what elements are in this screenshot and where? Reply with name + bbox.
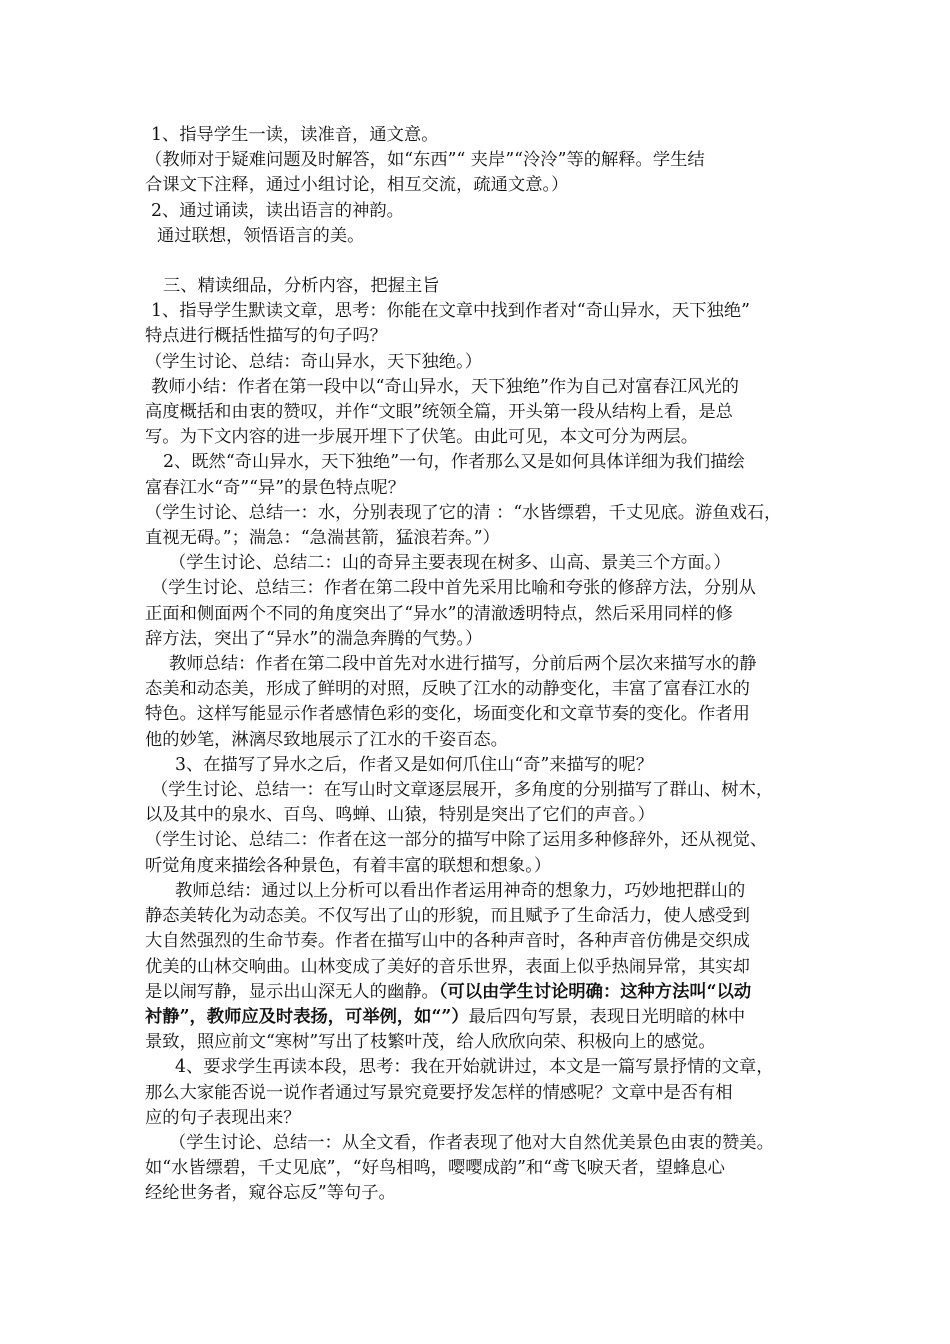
text-line: 特点进行概括性描写的句子吗？ [145,326,387,347]
text-line: （学生讨论、总结一：从全文看，作者表现了他对大自然优美景色由衷的赞美。 [169,1132,774,1153]
text-line: 3、在描写了异水之后，作者又是如何爪住山“奇”来描写的呢？ [175,754,653,775]
text-line: 应的句子表现出来？ [145,1107,301,1128]
text-line: 态美和动态美，形成了鲜明的对照，反映了江水的动静变化，丰富了富春江水的 [145,679,750,700]
text-line: （学生讨论、总结三：作者在第二段中首先采用比喻和夸张的修辞方法，分别从 [151,578,756,599]
text-line: （学生讨论、总结二：山的奇异主要表现在树多、山高、景美三个方面。） [169,553,731,574]
text-line: （教师对于疑难问题及时解答，如“东西”“ 夹岸”“泠泠”等的解释。学生结 [145,150,705,171]
text-line: （学生讨论、总结一：在写山时文章逐层展开，多角度的分别描写了群山、树木， [151,780,774,801]
text-line: 听觉角度来描绘各种景色，有着丰富的联想和想象。） [145,855,552,876]
text-line: 直视无碍。”；湍急：“急湍甚箭，猛浪若奔。”） [145,528,500,549]
text-line: 景致，照应前文“寒树”写出了枝繁叶茂，给人欣欣向荣、积极向上的感觉。 [145,1032,716,1053]
bold-note: 衬静”，教师应及时表扬，可举例，如“”） [145,1006,469,1027]
plain-text: 最后四句写景，表现日光明暗的林中 [468,1006,746,1027]
text-line: 合课文下注释，通过小组讨论，相互交流，疏通文意。） [145,175,569,196]
text-line [145,1005,820,1030]
text-line: （学生讨论、总结二：作者在这一部分的描写中除了运用多种修辞外，还从视觉、 [145,830,768,851]
text-line: 2、通过诵读，读出语言的神韵。 [151,200,404,221]
text-line: 辞方法，突出了“异水”的湍急奔腾的气势。） [145,628,483,649]
bold-note: （可以由学生讨论明确：这种方法叫“以动 [438,981,752,1002]
text-line: （学生讨论、总结一：水，分别表现了它的清 ：“水皆缥碧，千丈见底。游鱼戏石， [145,502,782,523]
text-line: 富春江水“奇”“异”的景色特点呢？ [145,477,405,498]
text-line: 教师总结：通过以上分析可以看出作者运用神奇的想象力，巧妙地把群山的 [175,880,746,901]
text-line: 教师总结：作者在第二段中首先对水进行描写，分前后两个层次来描写水的静 [169,654,757,675]
text-line: （学生讨论、总结：奇山异水，天下独绝。） [145,351,482,372]
text-line: 静态美转化为动态美。不仅写出了山的形貌，而且赋予了生命活力，使人感受到 [145,906,750,927]
text-line: 高度概括和由衷的赞叹，并作“文眼”统领全篇，开头第一段从结构上看，是总 [145,402,733,423]
text-line: 那么大家能否说一说作者通过写景究竟要抒发怎样的情感呢？文章中是否有相 [145,1082,733,1103]
text-line: 优美的山林交响曲。山林变成了美好的音乐世界，表面上似乎热闹异常，其实却 [145,956,750,977]
text-line: 特色。这样写能显示作者感情色彩的变化，场面变化和文章节奏的变化。作者用 [145,704,750,725]
text-line [145,980,820,1005]
text-line: 1、指导学生默读文章，思考：你能在文章中找到作者对“奇山异水，天下独绝” [151,301,750,322]
text-line: 写。为下文内容的进一步展开埋下了伏笔。由此可见，本文可分为两层。 [145,427,699,448]
text-line: 大自然强烈的生命节奏。作者在描写山中的各种声音时，各种声音仿佛是交织成 [145,931,750,952]
text-line: 正面和侧面两个不同的角度突出了“异水”的清澈透明特点，然后采用同样的修 [145,603,733,624]
plain-text: 是以闹写静，显示出山深无人的幽静。 [145,981,439,1002]
blank-line [145,249,820,274]
text-line: 如“水皆缥碧，千丈见底”，“好鸟相鸣，嘤嘤成韵”和“鸢飞唳天者，望蜂息心 [145,1158,725,1179]
section-heading: 三、精读细品，分析内容，把握主旨 [163,276,440,297]
text-line: 以及其中的泉水、百鸟、鸣蝉、山猿，特别是突出了它们的声音。） [145,805,655,826]
text-line: 1、指导学生一读，读准音，通文意。 [151,125,439,145]
text-line: 教师小结：作者在第一段中以“奇山异水，天下独绝”作为自己对富春江风光的 [151,376,739,397]
text-line: 他的妙笔，淋漓尽致地展示了江水的千姿百态。 [145,729,508,750]
text-line: 经纶世务者，窥谷忘反”等句子。 [145,1183,396,1204]
text-line: 2、既然“奇山异水，天下独绝”一句，作者那么又是如何具体详细为我们描绘 [163,452,745,473]
text-line: 通过联想，领悟语言的美。 [157,225,365,246]
text-line: 4、要求学生再读本段，思考：我在开始就讲过，本文是一篇写景抒情的文章， [175,1057,774,1078]
